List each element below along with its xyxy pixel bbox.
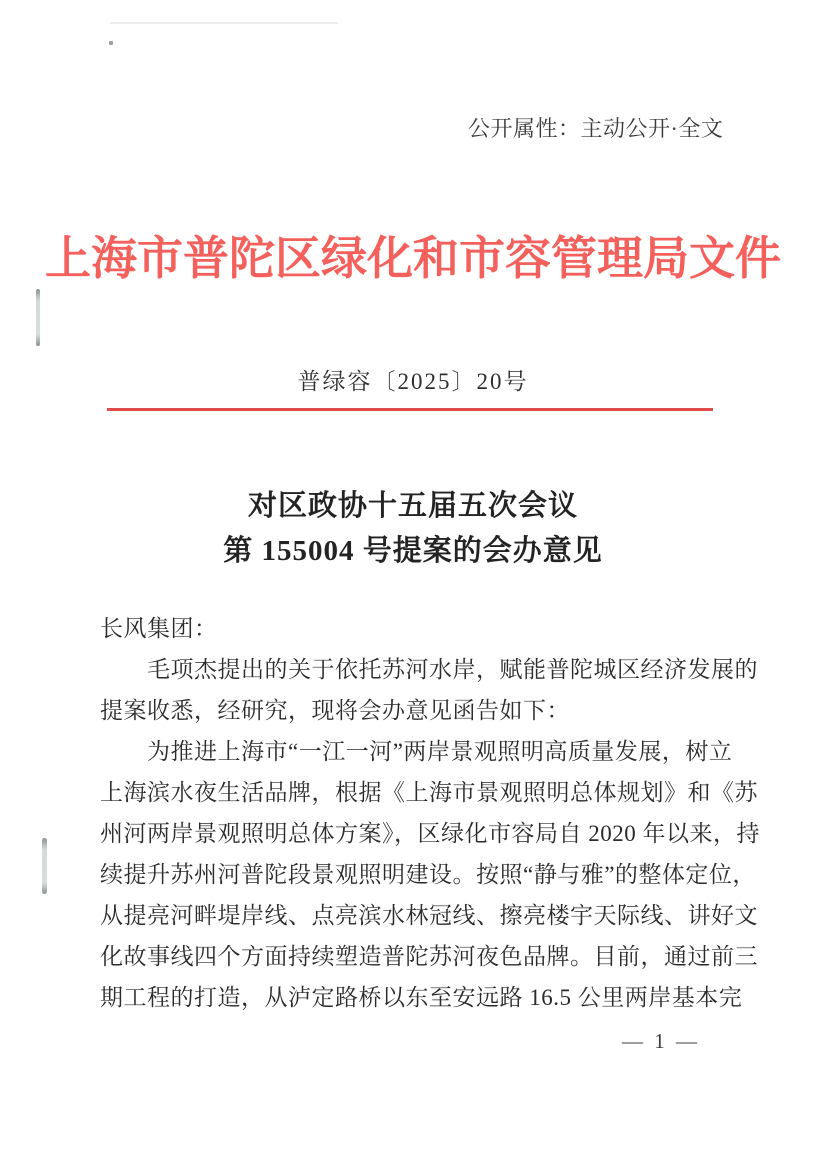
red-divider-line	[107, 408, 713, 411]
body-text-line: 上海滨水夜生活品牌，根据《上海市景观照明总体规划》和《苏	[100, 780, 758, 805]
agency-letterhead: 上海市普陀区绿化和市容管理局文件	[45, 233, 781, 284]
binding-mark-bottom	[42, 838, 47, 894]
body-text-line: 从提亮河畔堤岸线、点亮滨水林冠线、擦亮楼宇天际线、讲好文	[100, 903, 758, 928]
page-number: — 1 —	[622, 1029, 700, 1053]
document-number: 普绿容〔2025〕20号	[297, 369, 529, 394]
body-text-line: 毛项杰提出的关于依托苏河水岸，赋能普陀城区经济发展的	[147, 657, 758, 682]
disclosure-notice: 公开属性：主动公开·全文	[468, 116, 724, 141]
salutation: 长风集团：	[100, 616, 218, 641]
document-title	[0, 484, 826, 574]
document-title-line1: 对区政协十五届五次会议	[247, 490, 578, 522]
body-text-line: 州河两岸景观照明总体方案》，区绿化市容局自 2020 年以来，持	[100, 821, 760, 846]
body-text-line: 期工程的打造，从泸定路桥以东至安远路 16.5 公里两岸基本完	[100, 985, 743, 1010]
body-paragraphs	[100, 649, 760, 1018]
document-title-line2: 第 155004 号提案的会办意见	[223, 535, 603, 567]
binding-mark-top	[36, 289, 40, 346]
body-text-line: 化故事线四个方面持续塑造普陀苏河夜色品牌。目前，通过前三	[100, 944, 758, 969]
body-text-line: 为推进上海市“一江一河”两岸景观照明高质量发展，树立	[147, 739, 733, 764]
scan-artifact-speck	[109, 41, 113, 45]
document-body	[100, 608, 760, 1018]
body-text-line: 续提升苏州河普陀段景观照明建设。按照“静与雅”的整体定位，	[100, 862, 756, 887]
body-text-line: 提案收悉，经研究，现将会办意见函告如下：	[100, 698, 570, 723]
scan-artifact-streak	[110, 22, 338, 24]
